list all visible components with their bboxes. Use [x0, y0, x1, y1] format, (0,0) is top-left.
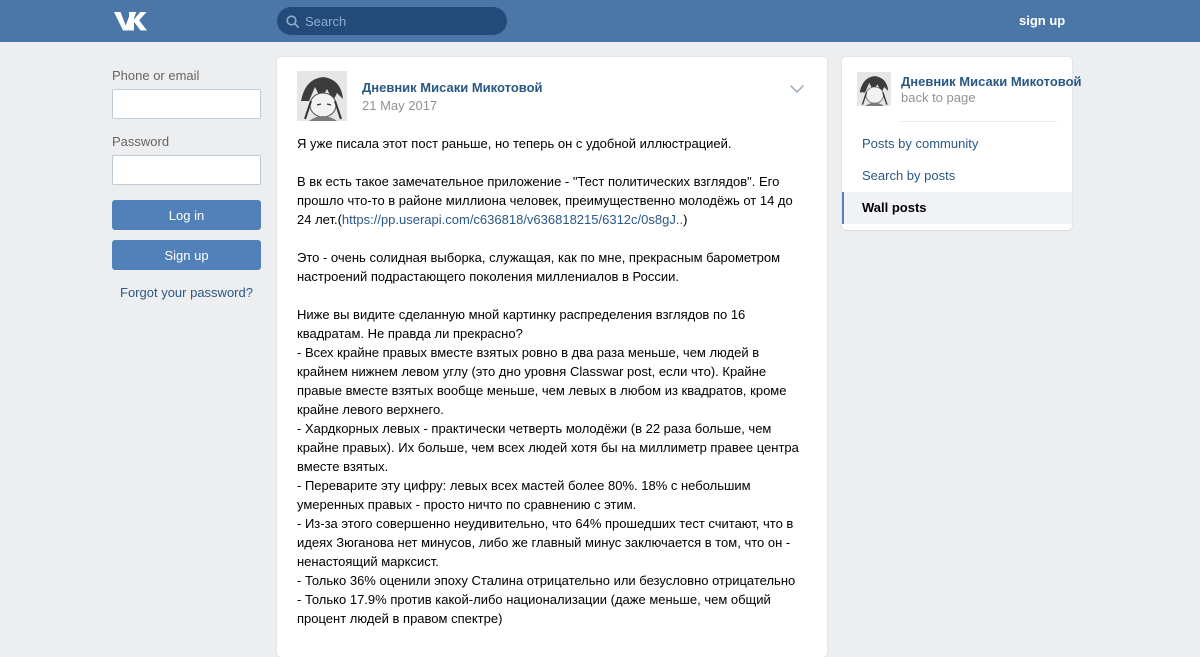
password-label: Password: [112, 134, 170, 149]
post-date[interactable]: 21 May 2017: [362, 98, 438, 113]
post-paragraph: - Только 17.9% против какой-либо национализации (даже меньше, чем общий процент людей в правом спектре): [297, 592, 771, 626]
password-input[interactable]: [112, 155, 261, 185]
side-avatar[interactable]: [857, 72, 891, 106]
side-community-title[interactable]: Дневник Мисаки Микотовой: [901, 74, 1082, 89]
phone-email-input[interactable]: [112, 89, 261, 119]
search-icon: [286, 15, 299, 28]
forgot-password-link[interactable]: Forgot your password?: [120, 285, 253, 300]
avatar-image-icon: [857, 72, 891, 106]
post-paragraph: - Переварите эту цифру: левых всех мастей более 80%. 18% с небольшим умеренных правых - просто ничто по сравнению с этим.: [297, 478, 751, 512]
post-paragraph: Я уже писала этот пост раньше, но теперь он с удобной иллюстрацией.: [297, 136, 732, 151]
vk-logo-icon[interactable]: [112, 10, 146, 32]
phone-label: Phone or email: [112, 68, 200, 83]
post-paragraph: В вк есть такое замечательное приложение - "Тест политических взглядов". Его прошло что-то в районе миллиона человек, преимущественно молодёжь от 14 до 24 лет.(https://pp.userapi.com/c636818/v636818215/6312c/0s8gJ..): [297, 174, 793, 227]
header-signup-link[interactable]: sign up: [1019, 13, 1066, 28]
divider: [901, 121, 1057, 122]
side-item-wall-posts[interactable]: Wall posts: [842, 192, 1072, 224]
avatar-image-icon: [297, 71, 347, 121]
chevron-down-icon[interactable]: [789, 84, 805, 94]
post-text: [297, 134, 807, 628]
post-paragraph: - Всех крайне правых вместе взятых ровно в два раза меньше, чем людей в крайнем нижнем левом углу (это дно уровня Classwar post, если что). Крайне правые вместе взятых вообще меньше, чем левых в любом из квадратов, кроме крайне левого верхнего.: [297, 345, 787, 417]
post-paragraph: - Хардкорных левых - практически четверть молодёжи (в 22 раза больше, чем крайне правых). Их больше, чем всех людей хотя бы на миллиметр правее центра вместе взятых.: [297, 421, 799, 474]
post-avatar[interactable]: [297, 71, 347, 121]
login-button[interactable]: Log in: [112, 200, 261, 230]
side-item-search-by-posts[interactable]: Search by posts: [862, 168, 956, 183]
post-paragraph: - Из-за этого совершенно неудивительно, что 64% прошедших тест считают, что в идеях Зюганова нет минусов, либо же главный минус заключается в том, что он - ненастоящий марксист.: [297, 516, 794, 569]
back-to-page-link[interactable]: back to page: [901, 90, 976, 105]
post-paragraph: - Только 36% оценили эпоху Сталина отрицательно или безусловно отрицательно: [297, 573, 796, 588]
side-item-posts-by-community[interactable]: Posts by community: [862, 136, 979, 151]
search-box[interactable]: [277, 7, 507, 35]
post-paragraph: Ниже вы видите сделанную мной картинку распределения взглядов по 16 квадратам. Не правда ли прекрасно?: [297, 307, 746, 341]
signup-button[interactable]: Sign up: [112, 240, 261, 270]
community-side-card: [842, 57, 1082, 230]
search-input[interactable]: [305, 7, 495, 35]
post-paragraph: Это - очень солидная выборка, служащая, как по мне, прекрасным барометром настроений подрастающего поколения миллениалов в России.: [297, 250, 781, 284]
post-author-link[interactable]: Дневник Мисаки Микотовой: [362, 80, 543, 95]
login-form: [112, 68, 261, 300]
post-link[interactable]: https://pp.userapi.com/c636818/v636818215/6312c/0s8gJ..: [341, 212, 684, 227]
wall-post: [277, 57, 827, 657]
top-bar: [0, 0, 1200, 42]
